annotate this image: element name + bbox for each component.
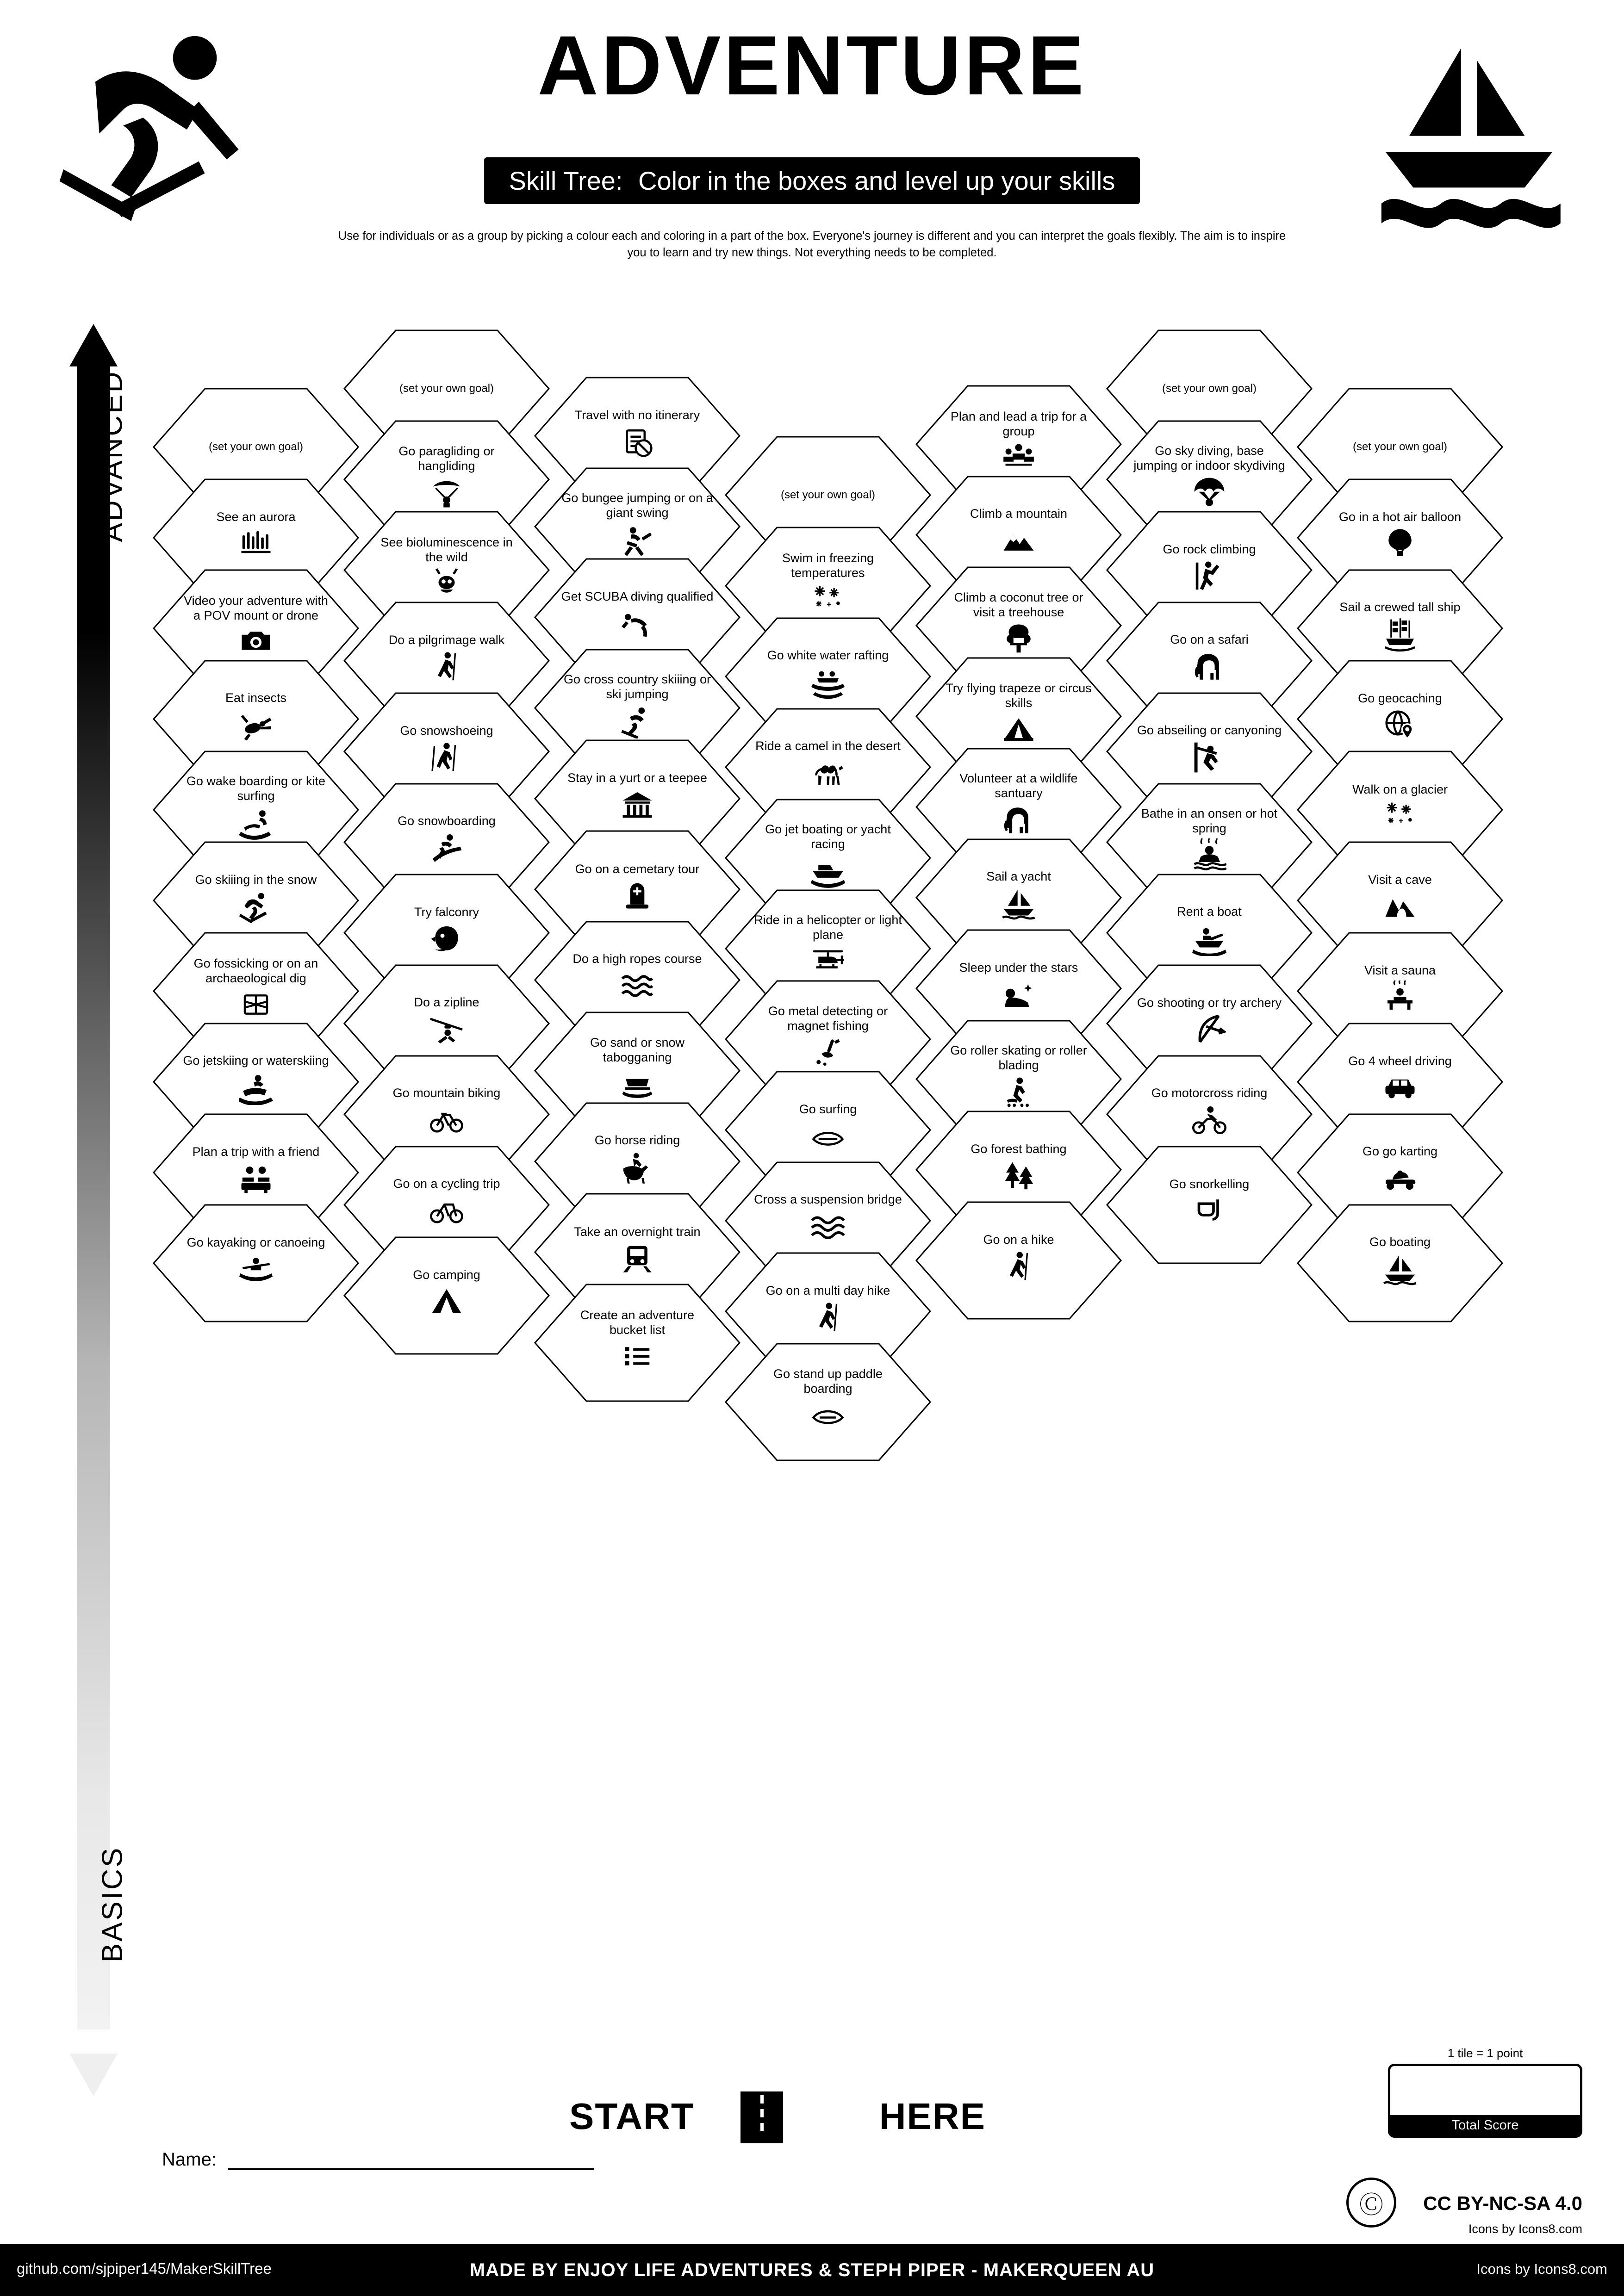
sailboat-icon: [1383, 1252, 1417, 1291]
bungee-icon: [620, 523, 654, 562]
skill-tile-label: Go abseiling or canyoning: [1137, 723, 1282, 737]
skill-tile-label: Get SCUBA diving qualified: [561, 589, 714, 603]
skill-tile-label: Go metal detecting or magnet fishing: [768, 1004, 888, 1033]
hiker-icon: [1002, 1250, 1035, 1288]
skill-tile[interactable]: [1105, 1145, 1313, 1265]
skill-tile[interactable]: [342, 1235, 551, 1356]
skill-tile-label: Volunteer at a wildlife santuary: [959, 771, 1078, 800]
abseil-icon: [1192, 740, 1226, 780]
skill-tile-label: Go camping: [413, 1267, 480, 1282]
skill-tile-label: Go snowboarding: [398, 813, 496, 828]
camera-icon: [240, 626, 272, 663]
start-here-marker: [569, 2091, 986, 2147]
skill-tile-label: Go shooting or try archery: [1137, 995, 1282, 1010]
sled-icon: [621, 1067, 654, 1106]
rollerblade-icon: [1002, 1075, 1036, 1115]
skill-tile-label: Ride a camel in the desert: [755, 738, 901, 753]
license-text: CC BY-NC-SA 4.0: [1423, 2192, 1582, 2214]
skill-tile-label: (set your own goal): [1352, 440, 1448, 453]
skill-tile-label: Swim in freezing temperatures: [782, 551, 874, 580]
skill-tile-label: Go cross country skiiing or ski jumping: [563, 672, 711, 701]
skill-tile-label: Go boating: [1369, 1235, 1431, 1249]
camel-icon: [811, 756, 845, 795]
name-label: Name:: [162, 2149, 217, 2170]
skill-tile-label: Climb a coconut tree or visit a treehouse: [954, 590, 1083, 619]
globe-pin-icon: [1383, 708, 1417, 747]
skill-tile-label: Go in a hot air balloon: [1338, 509, 1462, 524]
skill-tile-label: (set your own goal): [399, 382, 494, 395]
skill-tile-label: Go snorkelling: [1169, 1177, 1250, 1191]
skill-tile-label: Go forest bathing: [971, 1142, 1067, 1156]
skill-tile-label: Go on a hike: [983, 1232, 1054, 1247]
parachute-icon: [1192, 476, 1226, 515]
skill-tile-label: Go go karting: [1362, 1144, 1438, 1158]
skill-tile-label: Visit a cave: [1368, 872, 1432, 887]
skill-tile-label: Go paragliding or hangliding: [398, 444, 495, 473]
skill-tile-label: Plan and lead a trip for a group: [950, 409, 1087, 438]
ski-jump-icon: [620, 704, 654, 744]
skill-tile-label: Stay in a yurt or a teepee: [567, 770, 707, 785]
go-kart-icon: [1383, 1161, 1417, 1201]
metal-detector-icon: [811, 1036, 845, 1074]
skill-tile-label: Climb a mountain: [970, 506, 1068, 521]
axis-label-advanced: ADVANCED: [96, 370, 129, 542]
hiker-icon: [811, 1301, 845, 1339]
raft-icon: [811, 665, 845, 705]
skill-tile-label: Travel with no itinerary: [574, 408, 700, 422]
car-icon: [1383, 1071, 1417, 1110]
falcon-icon: [430, 922, 463, 961]
skill-tile-label: Try falconry: [414, 905, 479, 919]
skill-tile-label: Sail a yacht: [986, 869, 1051, 883]
footer-icons-credit: Icons by Icons8.com: [1476, 2261, 1607, 2277]
skill-tile-label: Go on a safari: [1170, 632, 1249, 646]
skill-tile-label: Do a zipline: [414, 995, 479, 1009]
tall-ship-icon: [1383, 617, 1417, 657]
circus-tent-icon: [1002, 713, 1035, 751]
skill-tile-label: Go snowshoeing: [400, 723, 493, 738]
intro-text: Use for individuals or as a group by picking a colour each and coloring in a part of the box. Everyone's journey is different and you can interpret the goals flexibly. The aim is to inspire you to learn and try new things. Not everything needs to be completed.: [338, 230, 1286, 260]
ropes-icon: [620, 969, 654, 1008]
snowflakes-icon: [809, 583, 846, 621]
skill-tile-label: Go on a cycling trip: [393, 1176, 500, 1191]
skill-tile-label: Bathe in an onsen or hot spring: [1141, 806, 1278, 835]
skill-tile[interactable]: [915, 1200, 1123, 1321]
mountain-bike-icon: [429, 1103, 464, 1142]
treehouse-icon: [1002, 622, 1035, 661]
gravestone-icon: [621, 879, 653, 917]
motocross-icon: [1192, 1103, 1226, 1142]
skill-tile-label: Go fossicking or on an archaeological dig: [193, 956, 318, 985]
hot-air-balloon-icon: [1383, 527, 1417, 565]
sauna-icon: [1383, 980, 1417, 1019]
gem-icon: [240, 988, 272, 1026]
start-word: START: [569, 2096, 695, 2137]
hiker-icon: [430, 650, 463, 689]
bioluminescence-icon: [430, 567, 463, 605]
skill-tile-label: Take an overnight train: [574, 1224, 701, 1239]
bicycle-icon: [429, 1194, 464, 1233]
skill-tile-label: Go motorcross riding: [1151, 1086, 1268, 1100]
onsen-icon: [1192, 838, 1226, 878]
skill-tile-label: Visit a sauna: [1364, 963, 1436, 977]
skill-tile-label: Go sand or snow tabogganing: [590, 1035, 685, 1064]
name-field[interactable]: [162, 2147, 671, 2170]
here-word: HERE: [879, 2096, 986, 2137]
skier-icon: [239, 890, 273, 928]
score-box: [1388, 2046, 1582, 2152]
axis-label-basics: BASICS: [96, 1846, 129, 1963]
page-title: ADVENTURE: [537, 18, 1087, 112]
skill-tile-label: Go roller skating or roller blading: [950, 1043, 1087, 1072]
wakeboard-icon: [239, 806, 273, 845]
skill-tile[interactable]: [1296, 1203, 1504, 1323]
footer-credit: MADE BY ENJOY LIFE ADVENTURES & STEPH PIPER - MAKERQUEEN AU: [469, 2259, 1155, 2280]
list-icon: [621, 1340, 653, 1378]
elephant-icon: [1192, 650, 1226, 689]
skill-tile-label: Do a pilgrimage walk: [388, 633, 505, 647]
skill-tile[interactable]: [533, 1283, 741, 1403]
skill-tile-label: Go bungee jumping or on a giant swing: [561, 490, 713, 520]
skill-tile-label: Go on a multi day hike: [765, 1283, 890, 1297]
bow-icon: [1193, 1013, 1226, 1051]
skill-tile-label: Do a high ropes course: [572, 951, 702, 966]
rowboat-icon: [1192, 922, 1226, 961]
skill-tile-label: Go on a cemetary tour: [575, 862, 700, 876]
snowboard-icon: [429, 831, 464, 870]
forest-icon: [1002, 1159, 1035, 1198]
skill-tile-label: See bioluminescence in the wild: [380, 535, 513, 564]
paraglider-icon: [430, 476, 463, 515]
elephant-icon: [1002, 803, 1036, 843]
skill-tile-label: (set your own goal): [1162, 382, 1257, 395]
sleeping-bag-icon: [1002, 978, 1036, 1016]
group-icon: [1001, 441, 1036, 479]
name-input-line[interactable]: [228, 2147, 594, 2170]
subtitle-text: Color in the boxes and level up your skills: [638, 166, 1115, 195]
skill-tile-label: Go horse riding: [594, 1133, 680, 1147]
skill-tile-label: Go rock climbing: [1163, 542, 1256, 556]
total-score-label: Total Score: [1390, 2115, 1580, 2135]
skill-tile-label: (set your own goal): [208, 440, 304, 453]
mountain-icon: [1002, 524, 1036, 563]
skill-tile-label: See an aurora: [216, 509, 296, 524]
aurora-icon: [239, 527, 273, 565]
github-link[interactable]: github.com/sjpiper145/MakerSkillTree: [17, 2260, 272, 2277]
friends-icon: [239, 1162, 273, 1200]
skill-tile[interactable]: [152, 1203, 360, 1323]
skill-tile-label: Go jetskiing or waterskiing: [183, 1053, 329, 1067]
road-icon: [740, 2091, 783, 2143]
skill-tile-label: Try flying trapeze or circus skills: [946, 681, 1092, 710]
cave-icon: [1383, 890, 1417, 928]
kayak-icon: [239, 1253, 273, 1291]
no-itinerary-icon: [621, 425, 654, 464]
skill-tile-label: Go jet boating or yacht racing: [765, 822, 891, 851]
skill-tile-label: Go kayaking or canoeing: [187, 1235, 325, 1249]
snowflakes-icon: [1381, 800, 1419, 837]
snorkel-icon: [1193, 1194, 1226, 1233]
skill-tile-label: Video your adventure with a POV mount or drone: [184, 593, 328, 622]
subtitle-label: Skill Tree:: [509, 166, 623, 195]
skill-tile-label: Walk on a glacier: [1352, 782, 1448, 796]
skill-tile-label: Go stand up paddle boarding: [773, 1366, 883, 1396]
skill-tile-label: (set your own goal): [780, 488, 876, 501]
skill-tile-label: Rent a boat: [1177, 904, 1242, 918]
skill-tile-label: Go mountain biking: [392, 1086, 501, 1100]
skill-tile-label: Go skiiing in the snow: [195, 872, 317, 887]
skill-tile-label: Go 4 wheel driving: [1348, 1054, 1452, 1068]
skill-tile-label: Plan a trip with a friend: [192, 1144, 320, 1159]
skill-tile-label: Go sky diving, base jumping or indoor skydiving: [1133, 443, 1285, 472]
zipline-icon: [429, 1012, 464, 1052]
snowshoe-icon: [430, 741, 463, 779]
skill-tile-label: Sail a crewed tall ship: [1339, 600, 1461, 614]
sailboat-icon: [1002, 887, 1036, 926]
creative-commons-icon: Ⓒ: [1346, 2178, 1396, 2228]
license-block: [1268, 2170, 1582, 2240]
surfboard-icon: [810, 1119, 846, 1158]
skill-tile-label: Go wake boarding or kite surfing: [186, 774, 326, 803]
skill-tile-label: Go surfing: [799, 1102, 857, 1116]
yurt-icon: [621, 788, 654, 826]
jetski-icon: [239, 1071, 273, 1110]
icons-credit: Icons by Icons8.com: [1468, 2222, 1582, 2236]
skill-tile[interactable]: [724, 1342, 932, 1462]
page-footer: [0, 2244, 1624, 2296]
diver-icon: [621, 607, 654, 645]
climber-icon: [1193, 559, 1226, 598]
tent-icon: [430, 1285, 463, 1323]
skill-tile-label: Ride in a helicopter or light plane: [754, 912, 902, 942]
train-icon: [621, 1242, 653, 1279]
bridge-icon: [811, 1210, 845, 1249]
insect-icon: [239, 708, 273, 747]
paddleboard-icon: [810, 1399, 846, 1437]
helicopter-icon: [811, 945, 845, 984]
skill-tile-label: Create an adventure bucket list: [580, 1308, 695, 1337]
skill-tile-label: Cross a suspension bridge: [754, 1192, 902, 1206]
skill-tile-label: Go white water rafting: [767, 648, 889, 662]
score-card[interactable]: [1388, 2064, 1582, 2138]
horse-rider-icon: [620, 1150, 654, 1190]
score-note: 1 tile = 1 point: [1447, 2046, 1523, 2060]
skill-tile-label: Eat insects: [225, 690, 287, 705]
speedboat-icon: [811, 854, 845, 894]
skill-tile-label: Go geocaching: [1358, 691, 1442, 705]
skill-tile-label: Sleep under the stars: [959, 960, 1078, 974]
